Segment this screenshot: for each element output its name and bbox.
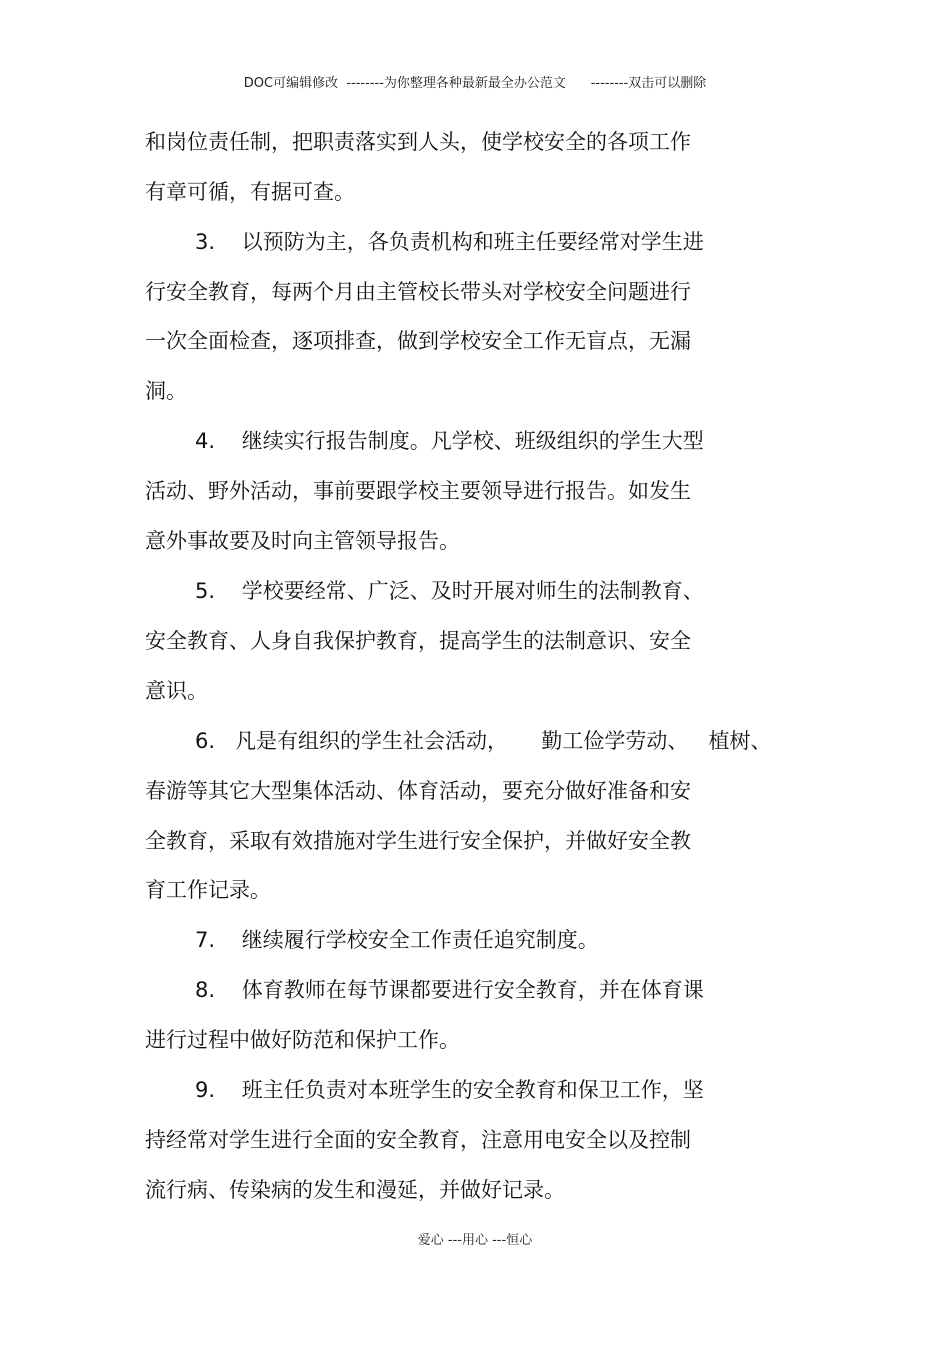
header-delete-hint: --------双击可以删除 <box>590 76 707 91</box>
list-item-7-line: 7. 继续履行学校安全工作责任追究制度。 <box>195 928 599 952</box>
text-line: 全教育，采取有效措施对学生进行安全保护，并做好安全教 <box>145 829 691 853</box>
text-line: 春游等其它大型集体活动、体育活动，要充分做好准备和安 <box>145 779 691 803</box>
text-line: 育工作记录。 <box>145 878 271 902</box>
list-item-5-line: 5. 学校要经常、广泛、及时开展对师生的法制教育、 <box>195 579 704 603</box>
list-item-8-line: 8. 体育教师在每节课都要进行安全教育，并在体育课 <box>195 978 704 1002</box>
text-line: 持经常对学生进行全面的安全教育，注意用电安全以及控制 <box>145 1128 691 1152</box>
text-line: 安全教育、人身自我保护教育，提高学生的法制意识、安全 <box>145 629 691 653</box>
text-line: 流行病、传染病的发生和漫延，并做好记录。 <box>145 1178 565 1202</box>
header-doc-label: DOC可编辑修改 <box>243 76 339 91</box>
page-footer: 爱心 ---用心 ---恒心 <box>417 1233 533 1248</box>
text-line: 洞。 <box>145 379 187 403</box>
text-line: 有章可循，有据可查。 <box>145 180 355 204</box>
text-line: 一次全面检查，逐项排查，做到学校安全工作无盲点，无漏 <box>145 329 691 353</box>
list-item-9-line: 9. 班主任负责对本班学生的安全教育和保卫工作，坚 <box>195 1078 704 1102</box>
text-line: 意外事故要及时向主管领导报告。 <box>145 529 460 553</box>
text-line: 行安全教育，每两个月由主管校长带头对学校安全问题进行 <box>145 280 691 304</box>
list-item-4-line: 4. 继续实行报告制度。凡学校、班级组织的学生大型 <box>195 429 704 453</box>
header-tagline: --------为你整理各种最新最全办公范文 <box>346 76 566 91</box>
list-item-6-line: 6. 凡是有组织的学生社会活动， 勤工俭学劳动、 植树、 <box>195 729 772 753</box>
list-item-3-line: 3. 以预防为主，各负责机构和班主任要经常对学生进 <box>195 230 704 254</box>
text-line: 进行过程中做好防范和保护工作。 <box>145 1028 460 1052</box>
text-line: 和岗位责任制，把职责落实到人头，使学校安全的各项工作 <box>145 130 691 154</box>
text-line: 意识。 <box>145 679 208 703</box>
page-header <box>0 72 950 91</box>
text-line: 活动、野外活动，事前要跟学校主要领导进行报告。如发生 <box>145 479 691 503</box>
